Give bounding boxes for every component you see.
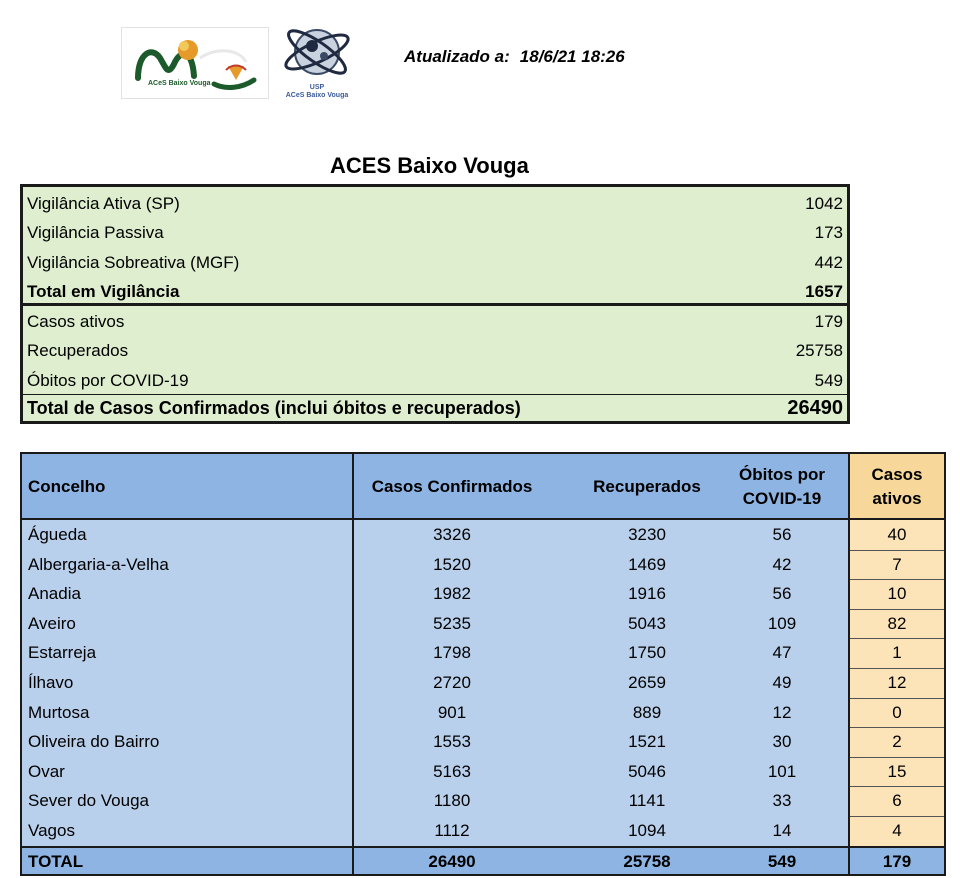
cell-ativos: 12: [887, 672, 907, 692]
table-row: [22, 579, 944, 608]
cell-ativos: 82: [887, 613, 907, 633]
cell-confirmados: 901: [437, 702, 467, 722]
header-obitos: [722, 454, 842, 520]
cell-concelho: Sever do Vouga: [28, 790, 149, 810]
cell-recuperados: 1469: [628, 554, 666, 574]
cell-ativos: 0: [892, 702, 902, 722]
cell-ativos: 15: [887, 761, 907, 781]
summary-divider: [23, 303, 847, 306]
aces-logo-text: ACeS Baixo Vouga: [148, 80, 211, 87]
table-row: [22, 520, 944, 549]
total-label: TOTAL: [28, 852, 84, 871]
header-ativos-line1: Casos: [871, 465, 923, 484]
summary-table: [20, 184, 850, 424]
header-concelho: Concelho: [28, 477, 106, 496]
table-row: [22, 668, 944, 697]
usp-logo-graphic: [272, 22, 362, 86]
summary-row: [23, 218, 847, 247]
updated-timestamp: [404, 47, 625, 67]
total-obitos: 549: [767, 852, 797, 871]
summary-label: Total de Casos Confirmados (inclui óbitos e recuperados): [27, 397, 521, 418]
cell-recuperados: 1141: [628, 790, 666, 810]
summary-value: 1657: [805, 281, 843, 301]
cell-ativos: 7: [892, 554, 902, 574]
header-obitos-line1: Óbitos por: [739, 465, 825, 484]
cell-obitos: 49: [772, 672, 792, 692]
cell-confirmados: 1553: [433, 731, 471, 751]
cell-ativos: 40: [887, 524, 907, 544]
usp-logo-top: USP: [309, 84, 325, 91]
summary-value: 549: [814, 370, 843, 390]
table-total-row: [22, 848, 944, 876]
header-casos-ativos: [850, 454, 944, 520]
total-divider: [22, 846, 944, 848]
summary-total-vigilancia: [23, 277, 847, 306]
table-row: [22, 786, 944, 815]
table-row: [22, 757, 944, 786]
cell-concelho: Ílhavo: [28, 672, 74, 692]
summary-value: 173: [814, 222, 843, 242]
cell-confirmados: 1180: [433, 790, 471, 810]
cell-confirmados: 1798: [433, 642, 471, 662]
updated-label: Atualizado a:: [404, 47, 510, 66]
cell-ativos: 6: [892, 790, 902, 810]
cell-confirmados: 1982: [433, 583, 471, 603]
cell-confirmados: 3326: [433, 524, 471, 544]
total-ativos: 179: [882, 852, 912, 871]
cell-recuperados: 889: [632, 702, 662, 722]
usp-logo: [272, 22, 362, 106]
row-divider: [850, 579, 944, 580]
concelho-table: [20, 452, 946, 876]
cell-ativos: 10: [887, 583, 907, 603]
cell-ativos: 1: [892, 642, 902, 662]
aces-logo-graphic: [122, 28, 268, 98]
summary-label: Vigilância Sobreativa (MGF): [27, 252, 240, 272]
cell-recuperados: 5046: [628, 761, 666, 781]
summary-total-confirmados: [23, 395, 847, 421]
row-divider: [850, 668, 944, 669]
header-ativos-line2: ativos: [872, 489, 922, 508]
cell-obitos: 109: [767, 613, 797, 633]
cell-obitos: 101: [767, 761, 797, 781]
summary-row: [23, 189, 847, 218]
cell-obitos: 56: [772, 583, 792, 603]
cell-concelho: Albergaria-a-Velha: [28, 554, 169, 574]
summary-label: Vigilância Passiva: [27, 222, 164, 242]
summary-label: Recuperados: [27, 340, 129, 360]
summary-value: 1042: [805, 193, 843, 213]
summary-label: Vigilância Ativa (SP): [27, 193, 180, 213]
row-divider: [850, 786, 944, 787]
cell-confirmados: 1520: [433, 554, 471, 574]
usp-logo-text: [272, 84, 362, 100]
summary-row: [23, 336, 847, 365]
column-divider: [848, 454, 850, 876]
cell-obitos: 33: [772, 790, 792, 810]
row-divider: [850, 816, 944, 817]
summary-label: Total em Vigilância: [27, 281, 180, 301]
table-row: [22, 609, 944, 638]
summary-row: [23, 307, 847, 336]
total-confirmados: 26490: [428, 852, 476, 871]
cell-recuperados: 2659: [628, 672, 666, 692]
table-row: [22, 727, 944, 756]
cell-ativos: 4: [892, 820, 902, 840]
cell-recuperados: 1521: [628, 731, 666, 751]
cell-concelho: Estarreja: [28, 642, 97, 662]
summary-label: Casos ativos: [27, 311, 125, 331]
header-confirmados: Casos Confirmados: [371, 477, 533, 496]
cell-recuperados: 1094: [628, 820, 666, 840]
table-row: [22, 638, 944, 667]
row-divider: [850, 550, 944, 551]
cell-recuperados: 5043: [628, 613, 666, 633]
updated-value: 18/6/21 18:26: [519, 47, 625, 66]
table-row: [22, 698, 944, 727]
cell-concelho: Aveiro: [28, 613, 76, 633]
usp-logo-bottom: ACeS Baixo Vouga: [285, 92, 349, 99]
cell-concelho: Oliveira do Bairro: [28, 731, 160, 751]
column-divider: [352, 454, 354, 876]
total-recuperados: 25758: [623, 852, 671, 871]
header-recuperados: Recuperados: [593, 477, 701, 496]
summary-value: 25758: [795, 340, 843, 360]
aces-logo: [121, 27, 269, 99]
cell-confirmados: 5163: [433, 761, 471, 781]
cell-obitos: 14: [772, 820, 792, 840]
cell-obitos: 42: [772, 554, 792, 574]
cell-obitos: 12: [772, 702, 792, 722]
cell-confirmados: 2720: [433, 672, 471, 692]
header-divider: [22, 518, 944, 520]
row-divider: [850, 757, 944, 758]
cell-obitos: 56: [772, 524, 792, 544]
cell-recuperados: 3230: [628, 524, 666, 544]
cell-recuperados: 1750: [628, 642, 666, 662]
row-divider: [850, 609, 944, 610]
row-divider: [850, 638, 944, 639]
cell-ativos: 2: [892, 731, 902, 751]
summary-label: Óbitos por COVID-19: [27, 370, 189, 390]
summary-value: 442: [814, 252, 843, 272]
cell-concelho: Ovar: [28, 761, 65, 781]
summary-row: [23, 248, 847, 277]
header-obitos-line2: COVID-19: [742, 489, 822, 508]
summary-value: 26490: [787, 396, 843, 419]
row-divider: [850, 698, 944, 699]
cell-concelho: Murtosa: [28, 702, 90, 722]
cell-concelho: Águeda: [28, 524, 87, 544]
summary-row: [23, 366, 847, 395]
cell-concelho: Vagos: [28, 820, 75, 840]
cell-obitos: 47: [772, 642, 792, 662]
cell-confirmados: 1112: [434, 820, 470, 840]
table-row: [22, 550, 944, 579]
cell-recuperados: 1916: [628, 583, 666, 603]
cell-concelho: Anadia: [28, 583, 81, 603]
row-divider: [850, 727, 944, 728]
summary-value: 179: [814, 311, 843, 331]
cell-confirmados: 5235: [433, 613, 471, 633]
page-title: ACES Baixo Vouga: [330, 153, 529, 178]
cell-obitos: 30: [772, 731, 792, 751]
table-row: [22, 816, 944, 845]
